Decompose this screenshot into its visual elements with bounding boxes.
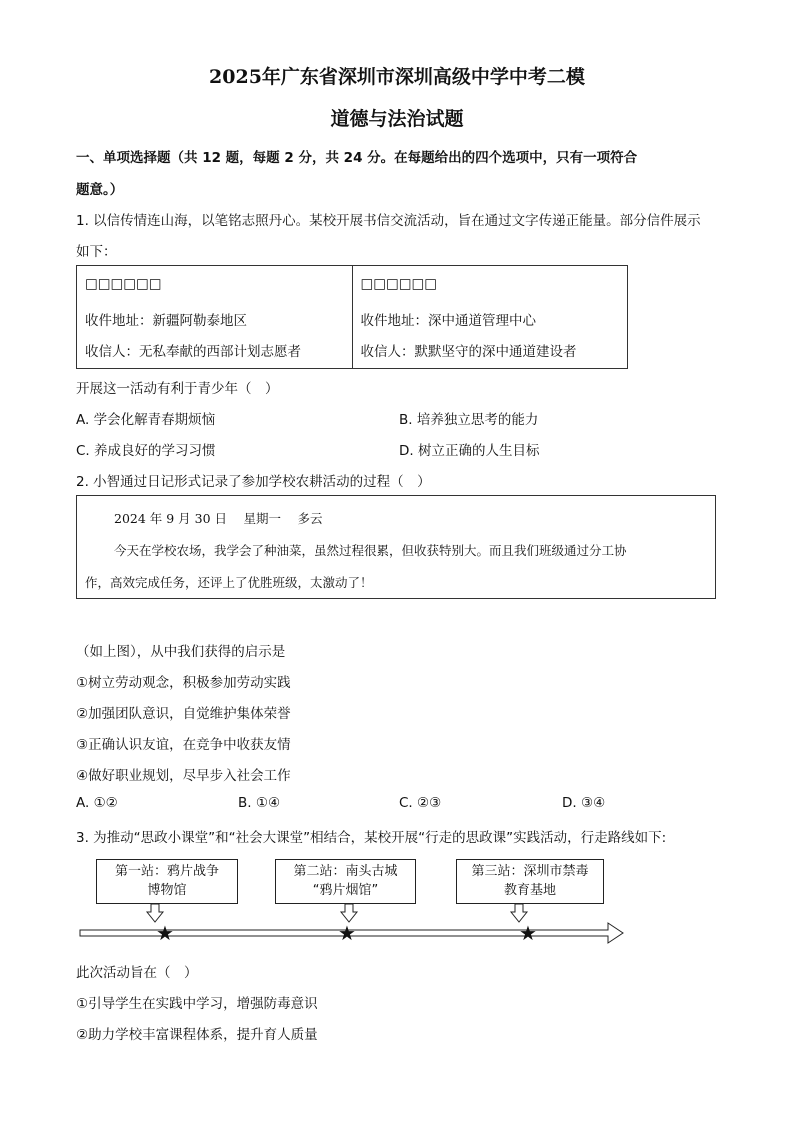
station-2-pointer: [341, 904, 357, 922]
letter-address: 收件地址：新疆阿勒泰地区: [85, 313, 247, 329]
letter-address: 收件地址：深中通道管理中心: [360, 313, 536, 329]
letter-card-2: [352, 266, 628, 369]
q1-option-b: B. 培养独立思考的能力: [399, 412, 539, 428]
letter-recipient: 收信人：默默坚守的深中通道建设者: [360, 344, 577, 360]
q2-item-2: ②加强团队意识，自觉维护集体荣誉: [76, 706, 291, 722]
station-2-line1: 第二站：南头古城: [293, 864, 398, 879]
q2-option-c: C. ②③: [399, 795, 442, 811]
letter-title: □□□□□□: [85, 276, 162, 292]
station-3-line1: 第三站：深圳市禁毒: [471, 864, 589, 879]
q1-stem-cont: 如下：: [76, 244, 117, 260]
station-1-box: [96, 859, 238, 904]
station-1-line2: 博物馆: [147, 883, 187, 898]
q2-item-4: ④做好职业规划，尽早步入社会工作: [76, 768, 291, 784]
station-2-line2: “鸦片烟馆”: [312, 883, 379, 898]
letter-recipient: 收信人：无私奉献的西部计划志愿者: [85, 344, 301, 360]
letters-table: [76, 265, 628, 369]
diary-date: 2024 年 9 月 30 日 星期一 多云: [114, 511, 323, 526]
letter-card-1: [77, 266, 353, 369]
q2-option-d: D. ③④: [562, 795, 606, 811]
diary-line: 作，高效完成任务，还评上了优胜班级，太激动了！: [85, 575, 373, 590]
q2-prompt: （如上图），从中我们获得的启示是: [76, 644, 286, 660]
station-3-box: [456, 859, 604, 904]
diary-box: [76, 495, 716, 599]
q1-option-c: C. 养成良好的学习习惯: [76, 443, 216, 459]
station-3-line2: 教育基地: [503, 883, 556, 898]
star-icon: ★: [519, 921, 537, 945]
letter-title: □□□□□□: [360, 276, 438, 292]
q3-item-2: ②助力学校丰富课程体系，提升育人质量: [76, 1027, 318, 1043]
q1-option-d: D. 树立正确的人生目标: [399, 443, 540, 459]
section-heading-cont: 题意。）: [76, 182, 124, 198]
q1-stem: 1. 以信传情连山海，以笔铭志照丹心。某校开展书信交流活动，旨在通过文字传递正能量。部分信件展示: [76, 213, 701, 229]
q2-option-a: A. ①②: [76, 795, 118, 811]
star-icon: ★: [156, 921, 174, 945]
section-heading: 一、单项选择题（共 12 题，每题 2 分，共 24 分。在每题给出的四个选项中，只有一项符合: [76, 150, 638, 166]
q1-option-a: A. 学会化解青春期烦恼: [76, 412, 216, 428]
q1-prompt: 开展这一活动有利于青少年（ ）: [76, 381, 279, 397]
station-3-pointer: [511, 904, 527, 922]
station-2-box: [275, 859, 416, 904]
diary-line: 今天在学校农场，我学会了种油菜，虽然过程很累，但收获特别大。而且我们班级通过分工协: [114, 543, 627, 558]
q2-option-b: B. ①④: [238, 795, 281, 811]
q2-stem: 2. 小智通过日记形式记录了参加学校农耕活动的过程（ ）: [76, 474, 431, 490]
q2-item-3: ③正确认识友谊，在竞争中收获友情: [76, 737, 291, 753]
q3-stem: 3. 为推动“思政小课堂”和“社会大课堂”相结合，某校开展“行走的思政课”实践活动，行走路线如下:: [76, 830, 667, 846]
station-1-pointer: [147, 904, 163, 922]
station-1-line1: 第一站：鸦片战争: [114, 864, 219, 879]
star-icon: ★: [338, 921, 356, 945]
page-title: 2025年广东省深圳市深圳高级中学中考二模: [209, 66, 585, 88]
page-subtitle: 道德与法治试题: [330, 108, 464, 130]
q2-item-1: ①树立劳动观念，积极参加劳动实践: [76, 675, 291, 691]
q3-item-1: ①引导学生在实践中学习，增强防毒意识: [76, 996, 318, 1012]
q3-prompt: 此次活动旨在（ ）: [76, 965, 198, 981]
